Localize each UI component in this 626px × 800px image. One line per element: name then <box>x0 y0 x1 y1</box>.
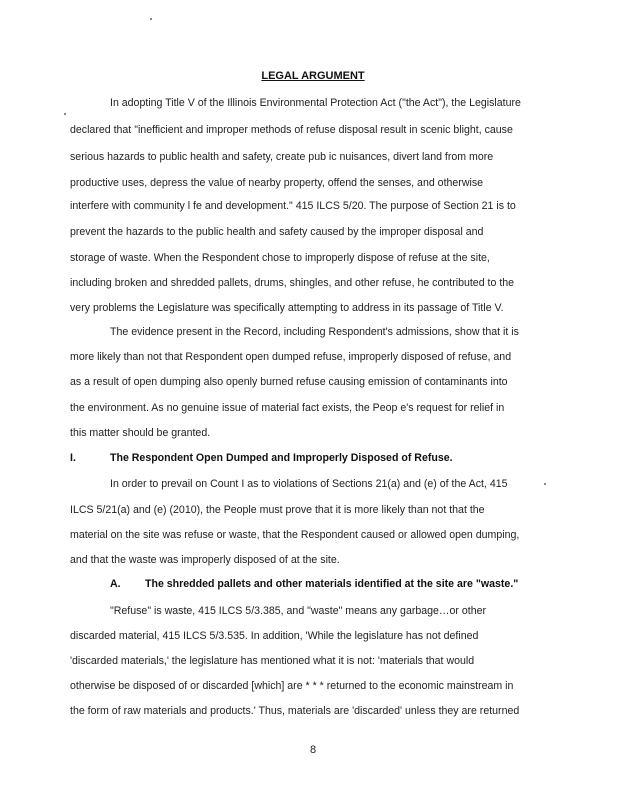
body-line: otherwise be disposed of or discarded [which] are * * * returned to the economic mainstream in <box>70 680 514 692</box>
body-line: the environment. As no genuine issue of material fact exists, the Peop e's request for relief in <box>70 402 505 414</box>
body-line: more likely than not that Respondent open dumped refuse, improperly disposed of refuse, and <box>70 351 512 363</box>
subsection-number: A. <box>110 578 121 590</box>
body-line: productive uses, depress the value of nearby property, offend the senses, and otherwise <box>70 177 484 189</box>
body-line: the form of raw materials and products.' Thus, materials are 'discarded' unless they are returned <box>70 705 520 717</box>
body-line: this matter should be granted. <box>70 427 211 439</box>
body-line: "Refuse" is waste, 415 ILCS 5/3.385, and "waste" means any garbage…or other <box>110 605 487 617</box>
body-line: discarded material, 415 ILCS 5/3.535. In addition, 'While the legislature has not defined <box>70 630 479 642</box>
body-line: The evidence present in the Record, including Respondent's admissions, show that it is <box>110 326 519 338</box>
body-line: serious hazards to public health and safety, create pub ic nuisances, divert land from more <box>70 151 494 163</box>
scan-speck <box>150 18 152 20</box>
section-number: I. <box>70 452 76 464</box>
body-line: ILCS 5/21(a) and (e) (2010), the People must prove that it is more likely than not that the <box>70 504 485 516</box>
scan-speck <box>544 483 546 485</box>
page-number: 8 <box>309 744 317 756</box>
page-heading: LEGAL ARGUMENT <box>261 70 365 82</box>
body-line: declared that "inefficient and improper methods of refuse disposal result in scenic blight, cause <box>70 124 513 136</box>
body-line: material on the site was refuse or waste, that the Respondent caused or allowed open dumping, <box>70 529 520 541</box>
body-line: In order to prevail on Count I as to violations of Sections 21(a) and (e) of the Act, 415 <box>110 478 508 490</box>
body-line: 'discarded materials,' the legislature has mentioned what it is not: 'materials that would <box>70 655 475 667</box>
body-line: In adopting Title V of the Illinois Environmental Protection Act ("the Act"), the Legislature <box>110 97 521 109</box>
body-line: and that the waste was improperly disposed of at the site. <box>70 554 340 566</box>
body-line: as a result of open dumping also openly burned refuse causing emission of contaminants into <box>70 376 508 388</box>
body-line: very problems the Legislature was specifically attempting to address in its passage of Title V. <box>70 302 504 314</box>
section-title: The Respondent Open Dumped and Improperly Disposed of Refuse. <box>110 452 453 464</box>
body-line: prevent the hazards to the public health and safety caused by the improper disposal and <box>70 226 484 238</box>
body-line: storage of waste. When the Respondent chose to improperly dispose of refuse at the site, <box>70 252 490 264</box>
scan-speck <box>64 113 66 115</box>
body-line: including broken and shredded pallets, drums, shingles, and other refuse, he contributed to the <box>70 277 515 289</box>
body-line: interfere with community l fe and development." 415 ILCS 5/20. The purpose of Section 21 is to <box>70 200 516 212</box>
subsection-title: The shredded pallets and other materials identified at the site are "waste." <box>145 578 519 590</box>
